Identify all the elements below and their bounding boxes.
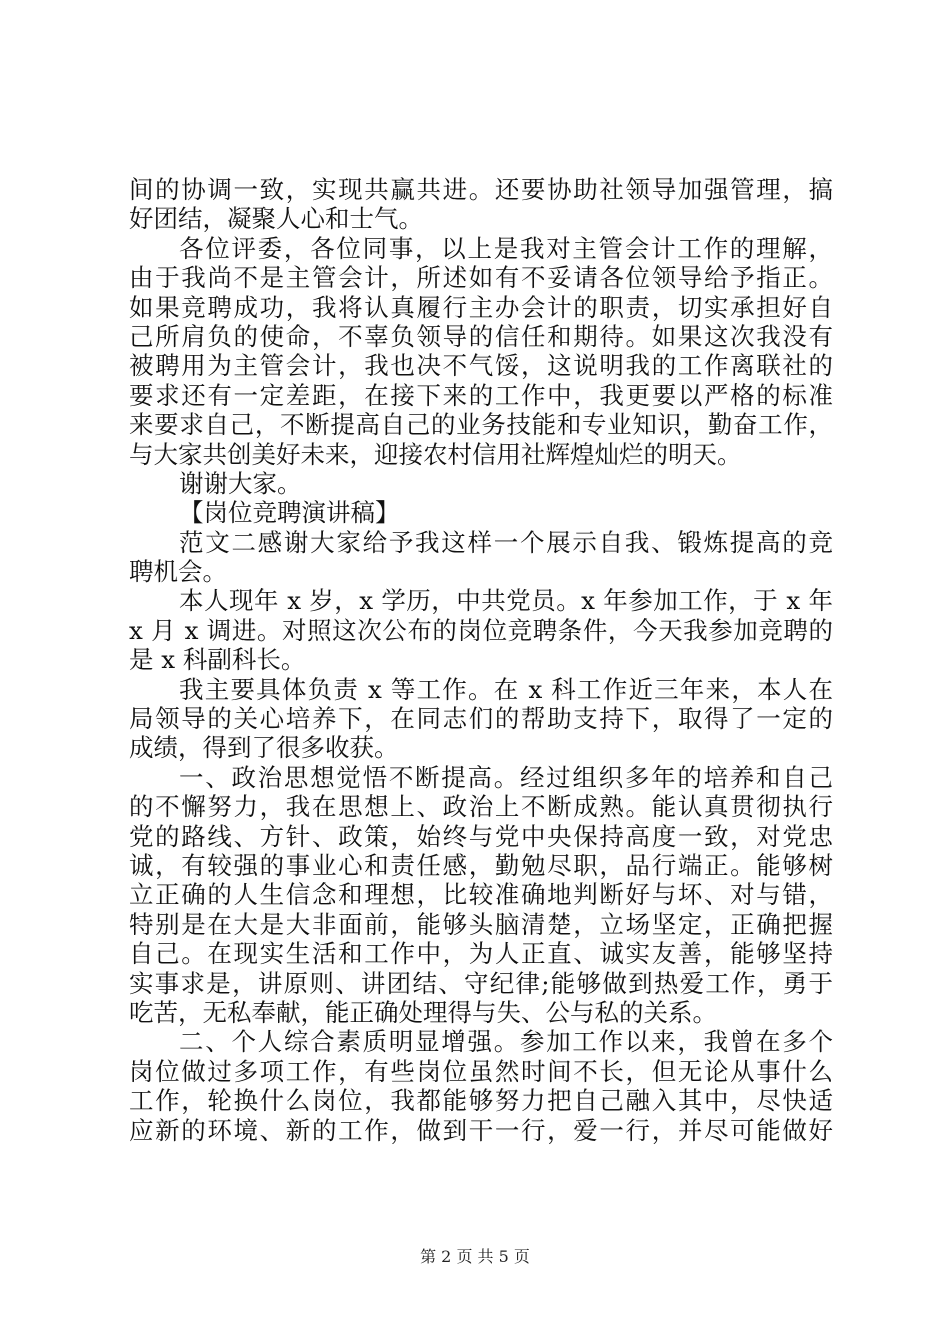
text-line: 成绩，得到了很多收获。 [129,733,399,763]
text-line: 局领导的关心培养下，在同志们的帮助支持下，取得了一定的 [129,704,833,734]
text-line: 工作，轮换什么岗位，我都能够努力把自己融入其中，尽快适 [129,1086,833,1116]
text-line: 间的协调一致，实现共赢共进。还要协助社领导加强管理，搞 [129,175,833,204]
text-line: 来要求自己，不断提高自己的业务技能和专业知识，勤奋工作， [129,410,833,440]
text-line: 吃苦，无私奉献，能正确处理得与失、公与私的关系。 [129,997,717,1027]
text-line: 一、政治思想觉悟不断提高。经过组织多年的培养和自己 [179,762,833,792]
text-line: 范文二感谢大家给予我这样一个展示自我、锻炼提高的竞 [179,527,833,557]
text-line: 由于我尚不是主管会计，所述如有不妥请各位领导给予指正。 [129,263,833,293]
text-line: x 月 x 调进。对照这次公布的岗位竞聘条件，今天我参加竞聘的 [129,615,833,645]
text-line: 特别是在大是大非面前，能够头脑清楚，立场坚定，正确把握 [129,909,833,939]
text-line: 实事求是，讲原则、讲团结、守纪律;能够做到热爱工作，勇于 [129,968,833,998]
text-line: 我主要具体负责 x 等工作。在 x 科工作近三年来，本人在 [179,674,833,704]
text-line: 聘机会。 [129,557,227,587]
document-body [129,175,833,1145]
text-line: 二、个人综合素质明显增强。参加工作以来，我曾在多个 [179,1027,833,1057]
text-line: 各位评委，各位同事，以上是我对主管会计工作的理解， [179,233,833,263]
text-line: 谢谢大家。 [179,468,302,498]
text-line: 是 x 科副科长。 [129,645,306,675]
page-number-footer: 第 2 页 共 5 页 [420,1247,530,1266]
text-line: 与大家共创美好未来，迎接农村信用社辉煌灿烂的明天。 [129,439,742,469]
text-line: 如果竞聘成功，我将认真履行主办会计的职责，切实承担好自 [129,292,833,322]
text-line: 【岗位竞聘演讲稿】 [179,498,400,528]
text-line: 的不懈努力，我在思想上、政治上不断成熟。能认真贯彻执行 [129,792,833,822]
text-line: 党的路线、方针、政策，始终与党中央保持高度一致，对党忠 [129,821,833,851]
text-line: 要求还有一定差距，在接下来的工作中，我更要以严格的标准 [129,380,833,410]
text-line: 诚，有较强的事业心和责任感，勤勉尽职，品行端正。能够树 [129,850,833,880]
text-line: 自己。在现实生活和工作中，为人正直、诚实友善，能够坚持 [129,939,833,969]
text-line: 己所肩负的使命，不辜负领导的信任和期待。如果这次我没有 [129,321,833,351]
text-line: 本人现年 x 岁，x 学历，中共党员。x 年参加工作，于 x 年 [179,586,833,616]
text-line: 好团结，凝聚人心和士气。 [129,204,423,234]
text-line: 应新的环境、新的工作，做到干一行，爱一行，并尽可能做好 [129,1115,833,1145]
text-line: 岗位做过多项工作，有些岗位虽然时间不长，但无论从事什么 [129,1056,833,1086]
text-line: 被聘用为主管会计，我也决不气馁，这说明我的工作离联社的 [129,351,833,381]
text-line: 立正确的人生信念和理想，比较准确地判断好与坏、对与错， [129,880,833,910]
